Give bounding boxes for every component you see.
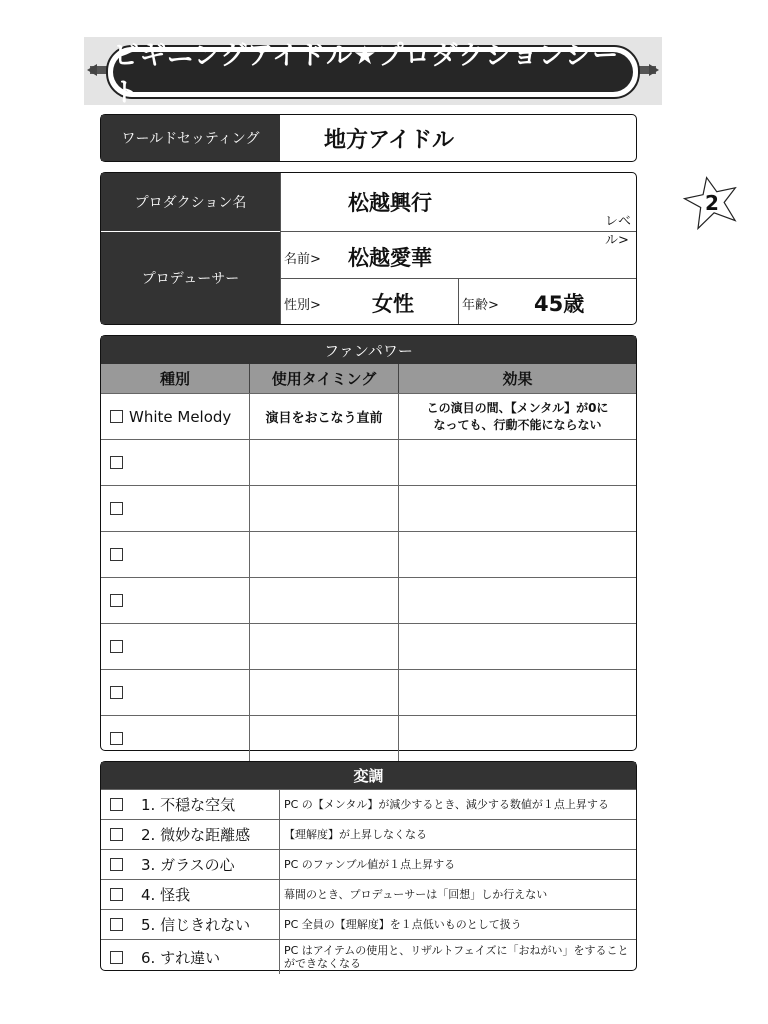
fan-power-row	[101, 531, 636, 577]
fan-power-row	[101, 485, 636, 531]
fan-power-checkbox[interactable]	[110, 732, 123, 745]
fan-power-checkbox[interactable]	[110, 548, 123, 561]
condition-row	[101, 909, 636, 939]
fan-power-row	[101, 393, 636, 439]
fan-power-checkbox[interactable]	[110, 410, 123, 423]
world-setting-label: ワールドセッティング	[101, 115, 280, 161]
fan-power-timing[interactable]	[250, 486, 399, 531]
condition-name: 1. 不穏な空気	[141, 796, 236, 814]
fan-power-table	[100, 335, 637, 751]
fan-power-effect-line2: なっても、行動不能にならない	[433, 417, 602, 432]
condition-row	[101, 879, 636, 909]
fan-power-effect[interactable]	[399, 394, 636, 439]
fan-power-row	[101, 715, 636, 761]
production-name-row	[280, 173, 719, 248]
fan-power-row	[101, 669, 636, 715]
producer-detail-row	[280, 279, 636, 324]
fan-power-header-row	[101, 364, 636, 393]
condition-description: 幕間のとき、プロデューサーは「回想」しか行えない	[284, 888, 548, 901]
condition-row	[101, 939, 636, 974]
world-setting-value[interactable]: 地方アイドル	[324, 127, 455, 153]
condition-name: 5. 信じきれない	[141, 916, 251, 934]
fan-power-timing[interactable]	[250, 578, 399, 623]
producer-name-value[interactable]: 松越愛華	[348, 246, 432, 270]
fan-power-effect[interactable]	[399, 624, 636, 669]
condition-checkbox[interactable]	[110, 918, 123, 931]
condition-description: PC はアイテムの使用と、リザルトフェイズに「おねがい」をすることができなくなる	[284, 944, 629, 970]
fan-power-effect[interactable]	[399, 716, 636, 761]
producer-name-row	[280, 232, 636, 279]
condition-checkbox[interactable]	[110, 798, 123, 811]
column-timing: 使用タイミング	[250, 364, 399, 393]
condition-name: 4. 怪我	[141, 886, 191, 904]
sheet-title: ビギニングアイドル★プロダクションシート	[113, 52, 633, 92]
condition-row	[101, 819, 636, 849]
fan-power-type[interactable]: White Melody	[129, 407, 232, 426]
column-type: 種別	[101, 364, 250, 393]
fan-power-checkbox[interactable]	[110, 456, 123, 469]
fan-power-checkbox[interactable]	[110, 594, 123, 607]
banner-pill	[106, 41, 640, 108]
production-name-label: プロダクション名	[101, 173, 280, 232]
condition-row	[101, 789, 636, 819]
fan-power-timing[interactable]	[250, 532, 399, 577]
condition-checkbox[interactable]	[110, 951, 123, 964]
fan-power-effect[interactable]	[399, 486, 636, 531]
world-setting-box	[100, 114, 637, 162]
fan-power-row	[101, 577, 636, 623]
condition-description: 【理解度】が上昇しなくなる	[284, 828, 427, 841]
condition-name: 2. 微妙な距離感	[141, 826, 251, 844]
fan-power-timing[interactable]	[250, 440, 399, 485]
fan-power-checkbox[interactable]	[110, 640, 123, 653]
conditions-table	[100, 761, 637, 971]
condition-description: PC 全員の【理解度】を１点低いものとして扱う	[284, 918, 522, 931]
fan-power-row	[101, 623, 636, 669]
fan-power-checkbox[interactable]	[110, 686, 123, 699]
condition-description: PC の【メンタル】が減少するとき、減少する数値が１点上昇する	[284, 798, 609, 811]
fan-power-effect[interactable]	[399, 440, 636, 485]
producer-label: プロデューサー	[101, 232, 280, 324]
gender-value[interactable]: 女性	[372, 292, 414, 316]
condition-row	[101, 849, 636, 879]
level-value[interactable]: 2	[705, 191, 719, 215]
level-star-icon	[678, 173, 746, 233]
production-box	[100, 172, 719, 325]
fan-power-timing[interactable]	[250, 716, 399, 761]
fan-power-timing[interactable]	[250, 670, 399, 715]
condition-description: PC のファンブル値が１点上昇する	[284, 858, 456, 871]
condition-name: 3. ガラスの心	[141, 856, 235, 874]
level-label: レベル>	[605, 214, 632, 248]
fan-power-effect[interactable]	[399, 670, 636, 715]
condition-checkbox[interactable]	[110, 858, 123, 871]
condition-checkbox[interactable]	[110, 828, 123, 841]
producer-name-label: 名前>	[284, 252, 321, 267]
fan-power-row	[101, 439, 636, 485]
gender-label: 性別>	[284, 298, 321, 313]
production-name-value[interactable]: 松越興行	[348, 191, 432, 215]
banner-left-arrow	[87, 64, 97, 76]
fan-power-effect[interactable]	[399, 532, 636, 577]
column-effect: 効果	[502, 370, 533, 388]
fan-power-effect-line1: この演目の間、【メンタル】が0に	[426, 400, 609, 415]
condition-name: 6. すれ違い	[141, 948, 221, 967]
gender-age-divider	[458, 279, 459, 324]
fan-power-title: ファンパワー	[101, 336, 636, 364]
title-banner	[84, 37, 662, 108]
fan-power-timing[interactable]: 演目をおこなう直前	[250, 394, 399, 439]
fan-power-timing[interactable]	[250, 624, 399, 669]
age-label: 年齢>	[462, 298, 499, 313]
age-value[interactable]: 45歳	[534, 292, 585, 316]
fan-power-effect[interactable]	[399, 578, 636, 623]
banner-right-arrow	[649, 64, 659, 76]
condition-checkbox[interactable]	[110, 888, 123, 901]
conditions-title: 変調	[101, 762, 636, 789]
fan-power-checkbox[interactable]	[110, 502, 123, 515]
